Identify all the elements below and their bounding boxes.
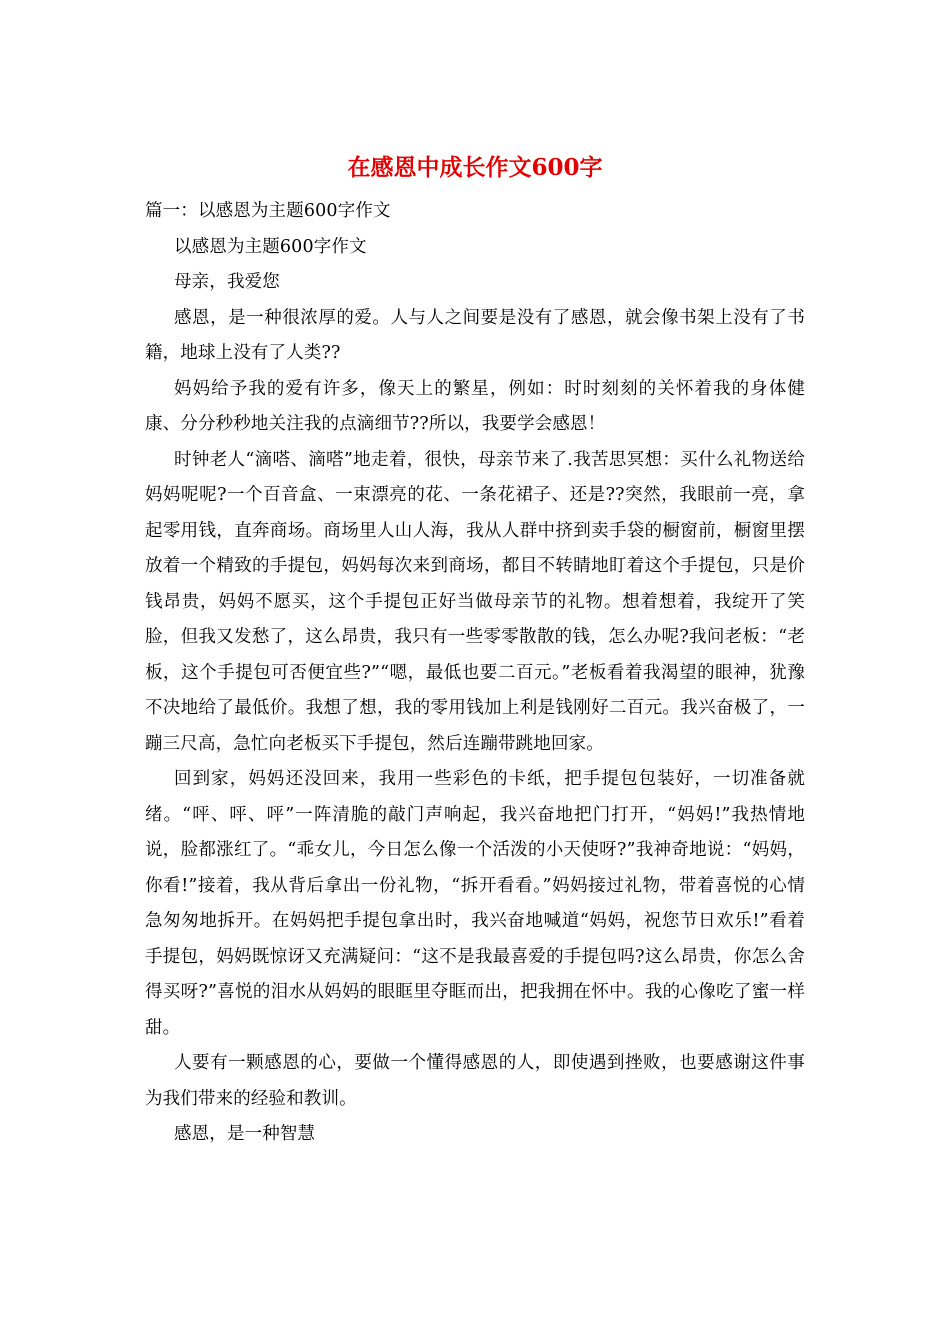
essay-subtitle: 母亲，我爱您 <box>174 272 280 292</box>
document-body <box>145 194 805 1153</box>
paragraph: 感恩，是一种智慧 <box>174 1124 316 1144</box>
paragraph: 人要有一颗感恩的心，要做一个懂得感恩的人，即使遇到挫败，也要感谢这件事为我们带来的经验和教训。 <box>145 1053 805 1109</box>
paragraph: 妈妈给予我的爱有许多，像天上的繁星，例如：时时刻刻的关怀着我的身体健康、分分秒秒地关注我的点滴细节??所以，我要学会感恩！ <box>145 378 805 434</box>
paragraph: 时钟老人“滴嗒、滴嗒”地走着，很快，母亲节来了.我苦思冥想：买什么礼物送给妈妈呢呢?一个百音盒、一束漂亮的花、一条花裙子、还是??突然，我眼前一亮，拿起零用钱，直奔商场。商场里人山人海，我从人群中挤到卖手袋的橱窗前，橱窗里摆放着一个精致的手提包，妈妈每次来到商场，都目不转睛地盯着这个手提包，只是价钱昂贵，妈妈不愿买，这个手提包正好当做母亲节的礼物。想着想着，我绽开了笑脸，但我又发愁了，这么昂贵，我只有一些零零散散的钱，怎么办呢?我问老板：“老板，这个手提包可否便宜些?”“嗯，最低也要二百元。”老板看着我渴望的眼神，犹豫不决地给了最低价。我想了想，我的零用钱加上利是钱刚好二百元。我兴奋极了，一蹦三尺高，急忙向老板买下手提包，然后连蹦带跳地回家。 <box>145 449 805 754</box>
paragraph: 回到家，妈妈还没回来，我用一些彩色的卡纸，把手提包包装好，一切准备就绪。“呯、呯、呯”一阵清脆的敲门声响起，我兴奋地把门打开，“妈妈!”我热情地说，脸都涨红了。“乖女儿，今日怎么像一个活泼的小天使呀?”我神奇地说：“妈妈，你看!”接着，我从背后拿出一份礼物，“拆开看看。”妈妈接过礼物，带着喜悦的心情急匆匆地拆开。在妈妈把手提包拿出时，我兴奋地喊道“妈妈，祝您节日欢乐!”看着手提包，妈妈既惊讶又充满疑问：“这不是我最喜爱的手提包吗?这么昂贵，你怎么舍得买呀?”喜悦的泪水从妈妈的眼眶里夺眶而出，把我拥在怀中。我的心像吃了蜜一样甜。 <box>145 769 805 1038</box>
paragraph: 感恩，是一种很浓厚的爱。人与人之间要是没有了感恩，就会像书架上没有了书籍，地球上没有了人类?? <box>145 307 805 363</box>
section-heading: 篇一：以感恩为主题600字作文 <box>145 201 391 221</box>
essay-title: 以感恩为主题600字作文 <box>174 236 367 257</box>
document-title: 在感恩中成长作文600字 <box>347 154 603 181</box>
